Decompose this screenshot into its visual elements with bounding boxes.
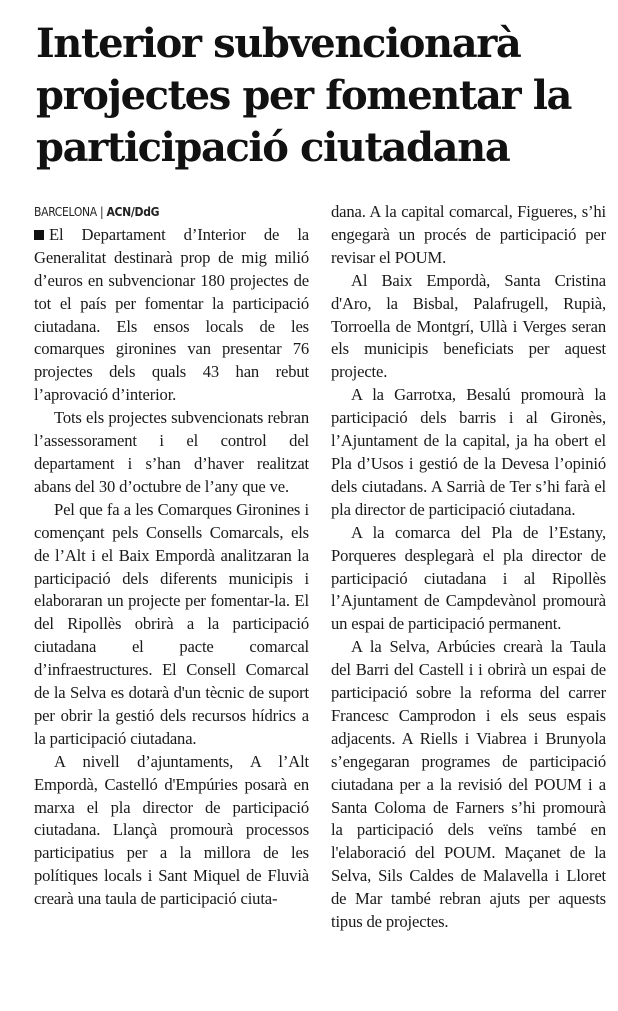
- headline-line: Interior subvencionarà: [36, 20, 521, 67]
- body-paragraph: Tots els projectes subvencionats rebran l’assessorament i el control del departament i s’han d’haver realitzat abans del 30 d’octubre de l’any que ve.: [34, 408, 309, 496]
- article-column-left: [34, 201, 309, 1006]
- body-paragraph: A la Selva, Arbúcies crearà la Taula del Barri del Castell i i obrirà un espai de participació sobre la reforma del carrer Francesc Camprodon i els seus espais adjacents. A Riells i Viabrea i Brunyola s’engegaran programes de participació ciutadana per a la revisió del POUM i a Santa Coloma de Farners s’hi promourà la participació dels veïns també en l'elaboració del POUM. Maçanet de la Selva, Sils Caldes de Malavella i Lloret de Mar també rebran ajuts per aquests tipus de projectes.: [331, 637, 606, 932]
- body-paragraph: Pel que fa a les Comarques Gironines i començant pels Consells Comarcals, els de l’Alt i el Baix Empordà analitzaran la participació dels diferents municipis i elaboraran un projecte per fomentar-la. El del Ripollès obrirà a la participació ciutadana el pacte comarcal d’infraestructures. El Consell Comarcal de la Selva es dotarà d'un tècnic de suport per obrir la gestió dels recursos hídrics a la participació ciutadana.: [34, 499, 309, 748]
- body-paragraph: A la comarca del Pla de l’Estany, Porqueres desplegarà el pla director de participació ciutadana i al Ripollès l’Ajuntament de Campdevànol promourà un espai de participació permanent.: [331, 522, 606, 634]
- paragraph-bullet-icon: [34, 230, 44, 240]
- paragraph-text: El Departament d’Interior de la Generalitat destinarà prop de mig milió d’euros en subvencionar 180 projectes de tot el país per fomentar la participació ciutadana. Els ensos locals de les comarques gironines van presentar 76 projectes dels quals 43 han rebut l’aprovació d’interior.: [34, 224, 309, 405]
- body-paragraph: A nivell d’ajuntaments, A l’Alt Empordà, Castelló d'Empúries posarà en marxa el pla director de participació ciutadana. Llançà promourà processos participatius per a la millora de les polítiques locals i Sant Miquel de Fluvià crearà una taula de participació ciuta-: [34, 751, 309, 909]
- byline-place: BARCELONA: [34, 205, 97, 219]
- byline-separator: |: [96, 205, 107, 219]
- body-paragraph: A la Garrotxa, Besalú promourà la participació dels barris i al Gironès, l’Ajuntament de la capital, ja ha obert el Pla d’Usos i gestió de la Devesa l’opinió dels ciutadans. A Sarrià de Ter s’hi farà el pla director de participació ciutadana.: [331, 385, 606, 519]
- body-paragraph: Al Baix Empordà, Santa Cristina d'Aro, la Bisbal, Palafrugell, Rupià, Torroella de Montgrí, Ullà i Verges seran els municipis beneficiats per aquest projecte.: [331, 270, 606, 382]
- headline-line: participació ciutadana: [36, 124, 510, 171]
- headline-line: projectes per fomentar la: [36, 72, 572, 119]
- byline: [34, 201, 309, 224]
- lead-paragraph: [34, 224, 309, 407]
- byline-agency: ACN/DdG: [106, 205, 160, 219]
- article-column-right: [331, 201, 606, 1006]
- article-headline: [36, 18, 606, 174]
- body-paragraph: dana. A la capital comarcal, Figueres, s’hi engegarà un procés de participació per revisar el POUM.: [331, 202, 606, 267]
